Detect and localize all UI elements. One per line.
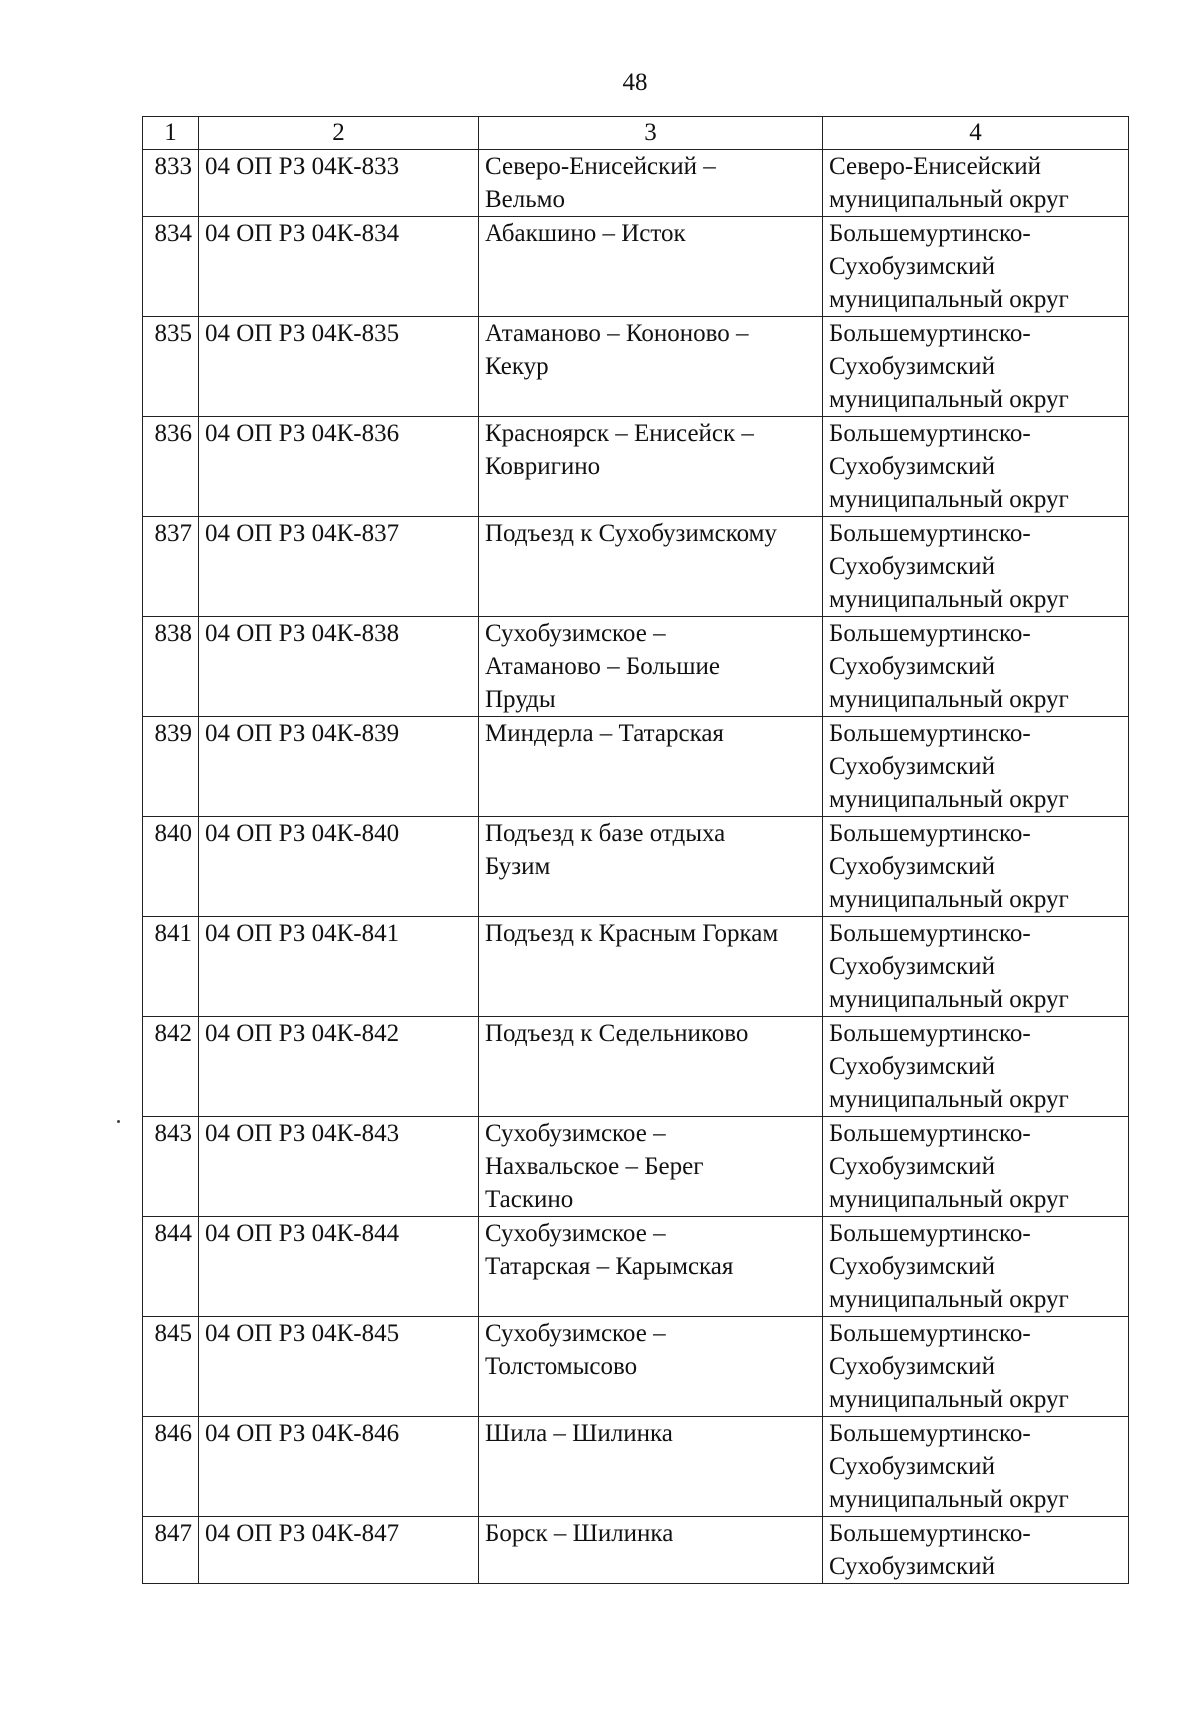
district: Большемуртинско- Сухобузимский муниципальный округ: [823, 317, 1129, 417]
header-col-4: 4: [823, 117, 1129, 150]
table-row: [143, 1017, 1129, 1117]
district: Большемуртинско- Сухобузимский муниципальный округ: [823, 1017, 1129, 1117]
row-number: 847: [143, 1517, 199, 1584]
road-code: 04 ОП РЗ 04К-837: [199, 517, 479, 617]
table-row: [143, 1517, 1129, 1584]
row-number: 835: [143, 317, 199, 417]
scan-speck: [117, 1120, 120, 1123]
table-row: [143, 617, 1129, 717]
district: Большемуртинско- Сухобузимский муниципальный округ: [823, 617, 1129, 717]
road-code: 04 ОП РЗ 04К-836: [199, 417, 479, 517]
header-row: [143, 117, 1129, 150]
road-name: Подъезд к базе отдыха Бузим: [479, 817, 823, 917]
road-name: Сухобузимское – Толстомысово: [479, 1317, 823, 1417]
road-name: Абакшино – Исток: [479, 217, 823, 317]
district: Большемуртинско- Сухобузимский: [823, 1517, 1129, 1584]
district: Большемуртинско- Сухобузимский муниципальный округ: [823, 1217, 1129, 1317]
row-number: 846: [143, 1417, 199, 1517]
page-number: 48: [622, 69, 648, 96]
district: Большемуртинско- Сухобузимский муниципальный округ: [823, 217, 1129, 317]
roads-table: [142, 116, 1129, 1584]
road-code: 04 ОП РЗ 04К-835: [199, 317, 479, 417]
road-name: Шила – Шилинка: [479, 1417, 823, 1517]
road-code: 04 ОП РЗ 04К-843: [199, 1117, 479, 1217]
road-name: Сухобузимское – Татарская – Карымская: [479, 1217, 823, 1317]
table-row: [143, 817, 1129, 917]
road-code: 04 ОП РЗ 04К-838: [199, 617, 479, 717]
road-name: Сухобузимское – Нахвальское – Берег Таскино: [479, 1117, 823, 1217]
row-number: 840: [143, 817, 199, 917]
table-row: [143, 417, 1129, 517]
road-code: 04 ОП РЗ 04К-845: [199, 1317, 479, 1417]
road-code: 04 ОП РЗ 04К-833: [199, 150, 479, 217]
road-name: Подъезд к Седельниково: [479, 1017, 823, 1117]
road-name: Борск – Шилинка: [479, 1517, 823, 1584]
table-row: [143, 317, 1129, 417]
header-col-3: 3: [479, 117, 823, 150]
road-code: 04 ОП РЗ 04К-844: [199, 1217, 479, 1317]
road-name: Миндерла – Татарская: [479, 717, 823, 817]
road-name: Подъезд к Красным Горкам: [479, 917, 823, 1017]
table-row: [143, 150, 1129, 217]
header-col-1: 1: [143, 117, 199, 150]
road-code: 04 ОП РЗ 04К-841: [199, 917, 479, 1017]
district: Большемуртинско- Сухобузимский муниципальный округ: [823, 717, 1129, 817]
district: Северо-Енисейский муниципальный округ: [823, 150, 1129, 217]
row-number: 836: [143, 417, 199, 517]
table-row: [143, 1117, 1129, 1217]
road-name: Атаманово – Кононово – Кекур: [479, 317, 823, 417]
district: Большемуртинско- Сухобузимский муниципальный округ: [823, 1417, 1129, 1517]
district: Большемуртинско- Сухобузимский муниципальный округ: [823, 517, 1129, 617]
road-name: Подъезд к Сухобузимскому: [479, 517, 823, 617]
table-row: [143, 1217, 1129, 1317]
road-code: 04 ОП РЗ 04К-840: [199, 817, 479, 917]
table-body: [143, 150, 1129, 1584]
row-number: 833: [143, 150, 199, 217]
table-row: [143, 217, 1129, 317]
table-header: [143, 117, 1129, 150]
row-number: 834: [143, 217, 199, 317]
row-number: 844: [143, 1217, 199, 1317]
district: Большемуртинско- Сухобузимский муниципальный округ: [823, 1117, 1129, 1217]
table-row: [143, 717, 1129, 817]
row-number: 838: [143, 617, 199, 717]
road-code: 04 ОП РЗ 04К-834: [199, 217, 479, 317]
road-name: Красноярск – Енисейск – Ковригино: [479, 417, 823, 517]
table-row: [143, 1417, 1129, 1517]
road-code: 04 ОП РЗ 04К-839: [199, 717, 479, 817]
table-row: [143, 1317, 1129, 1417]
road-code: 04 ОП РЗ 04К-847: [199, 1517, 479, 1584]
road-code: 04 ОП РЗ 04К-846: [199, 1417, 479, 1517]
district: Большемуртинско- Сухобузимский муниципальный округ: [823, 917, 1129, 1017]
row-number: 837: [143, 517, 199, 617]
road-code: 04 ОП РЗ 04К-842: [199, 1017, 479, 1117]
road-name: Сухобузимское – Атаманово – Большие Пруды: [479, 617, 823, 717]
row-number: 843: [143, 1117, 199, 1217]
road-name: Северо-Енисейский – Вельмо: [479, 150, 823, 217]
district: Большемуртинско- Сухобузимский муниципальный округ: [823, 417, 1129, 517]
row-number: 839: [143, 717, 199, 817]
district: Большемуртинско- Сухобузимский муниципальный округ: [823, 1317, 1129, 1417]
row-number: 842: [143, 1017, 199, 1117]
table-row: [143, 517, 1129, 617]
row-number: 845: [143, 1317, 199, 1417]
header-col-2: 2: [199, 117, 479, 150]
row-number: 841: [143, 917, 199, 1017]
table-row: [143, 917, 1129, 1017]
district: Большемуртинско- Сухобузимский муниципальный округ: [823, 817, 1129, 917]
